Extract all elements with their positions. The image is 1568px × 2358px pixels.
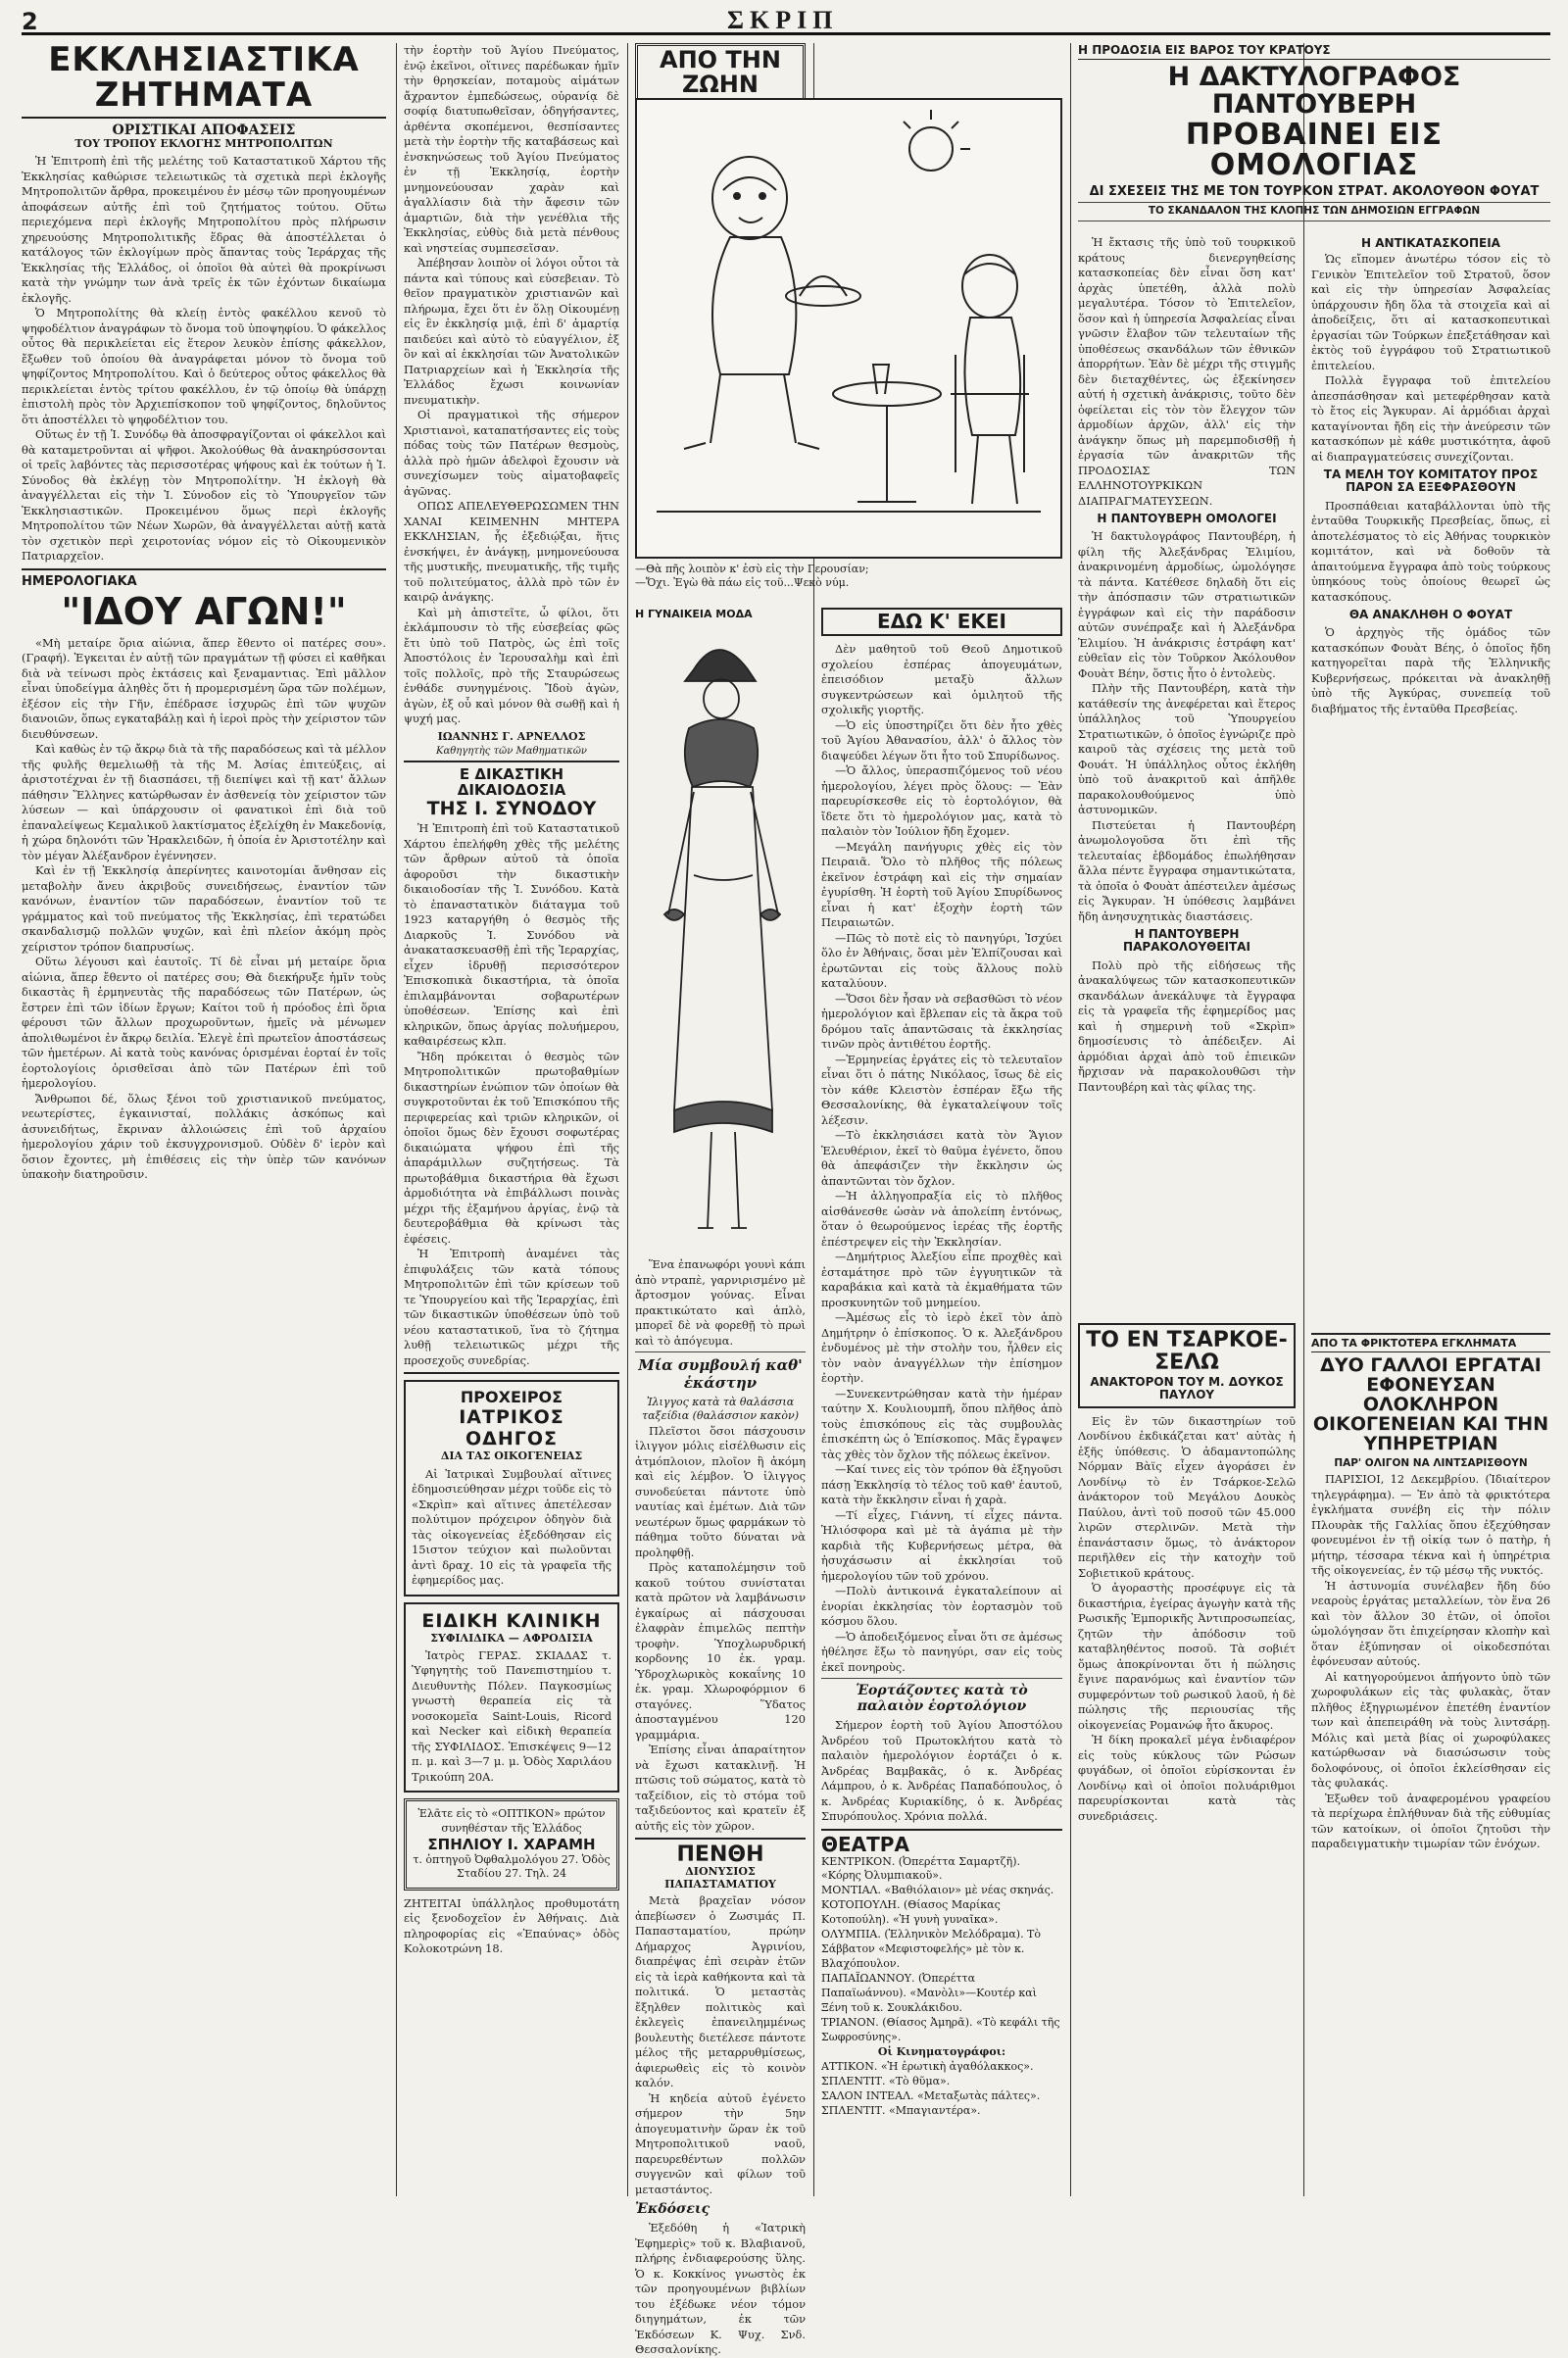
paragraph: —Ὅσοι δὲν ἦσαν νὰ σεβασθῶσι τὸ νέον ἡμερολόγιον καὶ ἔβλεπαν εἰς τὰ ἄκρα τοῦ δρόμου ταῖς ἀπαντῶσαις τὰ ἐκκλησίας τινῶν πρὸς ἀντιθέτου ἐορτῆς. bbox=[821, 991, 1062, 1051]
tsarskoe-heading-box bbox=[1078, 1323, 1296, 1408]
paragraph: —Πῶς τὸ ποτὲ εἰς τὸ πανηγύρι, Ἰσχύει ὅλο ἐν Ἀθήναις, ὅσαι μὲν Ἐλπίζουσαι καὶ ἐρωτῶνται εἰς τοὺς ἄλλους πολὺ καταλύουν. bbox=[821, 930, 1062, 990]
paragraph: Ἀπέβησαν λοιπὸν οἱ λόγοι οὗτοι τὰ πάντα καὶ τύπους καὶ εὐσεβειαν. Τὸ θεῖον πραγματικὸν χριστιανῶν καὶ πλήρωμα, ἔχει ὅτι ἐν ὅλῃ Οἰκουμένῃ εἰς ἓν ἐκκλησίᾳ μιᾷ, ἐπὶ δ' ἁμαρτίᾳ παιδεύει καὶ αὐτὸ τὸ εὐαγγέλιον, ἐξ ὃν καὶ αἱ ἐκκλησίαι τῶν Ἀνατολικῶν Πατριαρχείων καὶ ἡ Ἐκκλησία τῆς Ἑλλάδος ἔχωσι κοινωνίαν πνευματικὴν. bbox=[404, 256, 619, 407]
paragraph: —Τὸ ἐκκλησιάσει κατὰ τὸν Ἅγιον Ἐλευθέριον, ἐκεῖ τὸ θαῦμα ἐγένετο, ὅπου θὰ ἀπεφάσιζεν τὴν ἔκκλησιν ὡς ἀπαντῶνται τὸν ὄχλον. bbox=[821, 1128, 1062, 1188]
headline-sub: ΔΙ ΣΧΕΣΕΙΣ ΤΗΣ ΜΕ ΤΟΝ ΤΟΥΡΚΟΝ ΣΤΡΑΤ. ΑΚΟΛΟΥΘΟΝ ΦΟΥΑΤ bbox=[1089, 183, 1540, 199]
column-rule bbox=[627, 43, 628, 2196]
paragraph: —Πολὺ ἀντικοινά ἐγκαταλείπουν αἱ ἐνορίαι ἐκκλησίας τὸν ἑορτασμὸν τοῦ κόσμου ὅλου. bbox=[821, 1584, 1062, 1628]
column-six-lower bbox=[1311, 1333, 1550, 2196]
theatre-listing bbox=[821, 1855, 1062, 2119]
page-number: 2 bbox=[22, 8, 38, 35]
paragraph: —Καί τινες εἰς τὸν τρόπον θὰ ἐξηγοῦσι πάσῃ Ἐκκλησίᾳ τὸ τέλος τοῦ καθ' ἑαυτοῦ, κατὰ τὴν ἔκκλησιν εἶναι ἡ χαρὰ. bbox=[821, 1462, 1062, 1506]
paragraph: Ἄνθρωποι δέ, ὅλως ξένοι τοῦ χριστιανικοῦ πνεύματος, νεωτερίστες, ἐγκαινισταί, πολλάκις ἀσκόπως καὶ ἀσυνειδήτως, ἔκριναν ἀλλοιώσεις ἐπὶ τοῦ ἀρχαίου ἡμερολογίου χάριν τοῦ ἐκσυγχρονισμοῦ. Οὐδὲν δ' ἱερὸν καὶ ὅσιον ἔχοντες, μὴ ἐπιθέσεις εἰς τὴν ὑπὲρ τῶν κανόνων ὑπακοὴν διατηροῦσιν. bbox=[22, 1091, 386, 1181]
section-title: ΕΚΚΛΗΣΙΑΣΤΙΚΑ ΖΗΤΗΜΑΤΑ bbox=[48, 40, 360, 115]
column-rule bbox=[1070, 43, 1071, 2196]
ad-heading: ΣΠΗΛΙΟΥ Ι. ΧΑΡΑΜΗ bbox=[427, 1836, 596, 1854]
paragraph: Ἐπίσης εἶναι ἀπαραίτητον νὰ ἔχωσι κατακλινῇ. Ἡ πτῶσις τοῦ σώματος, κατὰ τὸ ταξείδιον, εἰς τὸ στόμα τοῦ ταξιδεύοντος καὶ κρατεῖν ἐξ αὐτῆς εἰς τὸν χῶρον. bbox=[635, 1743, 806, 1833]
paragraph: Ὁ ἀγοραστὴς προσέφυγε εἰς τὰ δικαστήρια, ἐγείρας ἀγωγὴν κατὰ τῆς Ρωσικῆς Ἐμπορικῆς Ἀντιπροσωπείας, ζητῶν τὴν ἀπόδοσιν τοῦ καταβληθέντος ποσοῦ. Τὰ σοβιέτ ὅμως ἀποκρίνονται ὅτι ἡ πώλησις ἔγινε παρανόμως καὶ ἐναντίον τῶν συμφερόντων τοῦ ρωσικοῦ λαοῦ, ἡ δὲ πώλησις τῆς περιουσίας τῆς οἰκογενείας Ρομανώφ ἦτο ἄκυρος. bbox=[1078, 1581, 1296, 1732]
paragraph: Σήμερον ἑορτὴ τοῦ Ἁγίου Ἀποστόλου Ἀνδρέου τοῦ Πρωτοκλήτου κατὰ τὸ παλαιὸν ἡμερολόγιον ἑορτάζει ὁ κ. Ἀνδρέας Βαμβακᾶς, ὁ κ. Ἀνδρέας Λάμπρου, ὁ κ. Ἀνδρέας Παπαδόπουλος, ὁ κ. Ἀνδρέας Κυριακίδης, ὁ κ. Ἀνδρέας Σπυρόπουλος. Χρόνια πολλά. bbox=[821, 1718, 1062, 1823]
ad-line: τ. ὀπτηγοῦ Ὀφθαλμολόγου 27. Ὁδὸς Σταδίου 27. Τηλ. 24 bbox=[413, 1853, 611, 1881]
article-heading: ΠΕΝΘΗ bbox=[676, 1842, 764, 1868]
ad-body: Αἱ Ἰατρικαὶ Συμβουλαί αἵτινες ἐδημοσιεύθησαν μέχρι τοῦδε εἰς τὸ «Σκρὶπ» καὶ αἵτινες ἀπετέλεσαν πολύτιμον πρόχειρον ὁδηγὸν διὰ τὰς οἰκογενείας ἐξεδόθησαν εἰς 15ιστον τεύχιον καὶ πωλοῦνται ἀντὶ δραχ. 10 εἰς τὰ γραφεῖα τῆς ἐφημερίδος μας. bbox=[412, 1466, 612, 1588]
paragraph: Ἡ ἔκτασις τῆς ὑπὸ τοῦ τουρκικοῦ κράτους διενεργηθείσης κατασκοπείας δὲν εἶναι ὅση κατ' ἀρχὰς ὑπετέθη, ἀλλὰ πολὺ μεγαλυτέρα. Τόσον τὸ Ἐπιτελεῖον, ὅσον καὶ ἡ ὑπηρεσία Ἀσφαλείας εἶναι γνῶσιν ἔλαβον τῶν τελευταίων τῆς ὑποθέσεως σκανδάλων τῶν ἐθνικῶν ἀπορρήτων. Ἐὰν δὲ μέχρι τῆς στιγμῆς δὲν διεταχθέντες, ὡς ἐξεκίνησεν αὐτή ἡ σχετικὴ ἀνάκρισις, τοῦτο δὲν ὀφείλεται εἰς τὸν τὸν ἔλεγχον τῶν ἀρμοδίων ἀρχῶν, ἀλλ' εἰς τὴν ἀνάγκην ὅπως μὴ παρεμποδισθῇ ἡ ἐργασία τῶν ἀνακριτῶν τῆς ΠΡΟΔΟΣΙΑΣ ΤΩΝ ΕΛΛΗΝΟΤΟΥΡΚΙΚΩΝ ΔΙΑΠΡΑΓΜΑΤΕΥΣΕΩΝ. bbox=[1078, 235, 1296, 508]
ad-body: Ἰατρὸς ΓΕΡΑΣ. ΣΚΙΑΔΑΣ τ. Ὑφηγητὴς τοῦ Πανεπιστημίου τ. Διευθυντὴς Πόλεν. Παγκοσμίως γνωστὴ θεραπεία εἰς τὰ νοσοκομεῖα Saint-Louis, Ricord καὶ Necker καὶ εἰδικὴ θεραπεία τῆς ΣΥΦΙΛΙΔΟΣ. Ἐπισκέψεις 9—12 π. μ. καὶ 3—7 μ. μ. Ὁδὸς Χαριλάου Τρικούπη 20Α. bbox=[412, 1647, 612, 1784]
article-heading: ΟΡΙΣΤΙΚΑΙ ΑΠΟΦΑΣΕΙΣ bbox=[112, 123, 296, 139]
column-rule bbox=[396, 43, 397, 2196]
paragraph: Εἰς ἓν τῶν δικαστηρίων τοῦ Λονδίνου ἐκδικάζεται κατ' αὐτὰς ἡ ἑξῆς ὑπόθεσις. Ὁ ἀδαμαντοπώλης Νόρμαν Βὰϊς εἶχεν ἀγοράσει ἐν Λονδίνῳ τὸ ἐν Τσάρκοε-Σελῶ ἀνάκτορον τοῦ Μεγάλου Δουκὸς Παύλου, ἀντὶ τοῦ ποσοῦ τῶν 45.000 λιρῶν στερλινῶν. Μετὰ τὴν ἐπανάστασιν ὅμως, τὸ ἀνάκτορον περιῆλθεν εἰς τὴν κατοχὴν τοῦ Σοβιετικοῦ κράτους. bbox=[1078, 1413, 1296, 1580]
ad-subheading: ΣΥΦΙΛΙΔΙΚΑ — ΑΦΡΟΔΙΣΙΑ bbox=[430, 1631, 593, 1645]
article-subheading: ΑΝΑΚΤΟΡΟΝ ΤΟΥ Μ. ΔΟΥΚΟΣ ΠΑΥΛΟΥ bbox=[1090, 1375, 1284, 1402]
ad-clinic bbox=[404, 1602, 619, 1793]
paragraph: Οἱ πραγματικοὶ τῆς σήμερον Χριστιανοὶ, καταπατήσαντες εἰς τοὺς πόδας τοὺς τῶν Πατέρων θεσμοὺς, ἀλλὰ πρὸ ἡμῶν ἀδελφοὶ ἔχουσιν νὰ συνεχίσωμεν τοὺς αἱματοβαφεῖς ἀγῶνας. bbox=[404, 408, 619, 498]
theatre-item: ΜΟΝΤΙΑΛ. «Βαθιόλαιον» μὲ νέας σκηνάς. bbox=[821, 1884, 1054, 1897]
paragraph: Πιστεύεται ἡ Παντουβέρη ἀνωμολογοῦσα ὅτι ἐπὶ τῆς τελευταίας ἑβδομάδος ἐπωλήθησαν ἄλλα πέντε ἔγγραφα σημαντικώτατα, τὰ ὁποῖα ὁ Φουὰτ ἀπέστειλεν ἀμέσως εἰς Ἄγκυραν. Ἡ ὑπόθεσις λαμβάνει ἤδη ἀνησυχητικὰς διαστάσεις. bbox=[1078, 817, 1296, 923]
paragraph: Πολὺ πρὸ τῆς εἰδήσεως τῆς ἀνακαλύψεως τῶν κατασκοπευτικῶν σκανδάλων ἀνεκάλυψε τὰ ἔγγραφα εἰς τὰ γραφεῖα τῆς ἐφημερίδος μας καὶ ἡ σημερινὴ τοῦ «Σκρὶπ» δημοσίευσις τὸ ἀπέδειξεν. Αἱ ἀρμόδιαι ἀρχαὶ ἀπὸ τοῦ ἐπιεικῶν ἤρχισαν νὰ παρακολουθῶσι τὴν Παντουβέρη καὶ τὰς φίλας της. bbox=[1078, 958, 1296, 1094]
paragraph: Πρὸς καταπολέμησιν τοῦ κακοῦ τούτου συνίσταται κατὰ πρῶτον νὰ λαμβάνωσιν ἐγκαίρως αἱ πάσχουσαι ἐλαφρὰν ἐπιμελῶς πεπτὴν τροφὴν. Ὑποχλωρυδρική κορδονης 10 ἑκ. γραμ. Ὑδροχλωρικὸς κοκαΐνης 10 ἑκ. γραμ. Χλωροφόρμιον 6 σταγόνες. Ὕδατος ἀποσταγμένου 120 γραμμάρια. bbox=[635, 1560, 806, 1742]
cartoon-illustration bbox=[635, 98, 1062, 559]
article-heading: ΕΔΩ Κ' ΕΚΕΙ bbox=[877, 610, 1006, 633]
fashion-drawing bbox=[635, 620, 806, 1257]
subheading: Η ΠΑΝΤΟΥΒΕΡΗ ΟΜΟΛΟΓΕΙ bbox=[1097, 512, 1277, 525]
headline-line2: ΠΡΟΒΑΙΝΕΙ ΕΙΣ ΟΜΟΛΟΓΙΑΣ bbox=[1185, 117, 1444, 183]
paragraph: Προσπάθειαι καταβάλλονται ὑπὸ τῆς ἐνταῦθα Τουρκικῆς Πρεσβείας, ὅπως, εἰ ἀποτελέσματος τὸ εἰς Ἀθήνας τουρκικὸν κομιτάτον, καὶ νὰ δοθοῦν τὰ ἀπαιτούμενα ἔγγραφα ἀπὸ τοὺς τούρκους ὑπηκόους τοὺς ὁποίους θεωρεῖ ὡς κατασκόπους. bbox=[1311, 498, 1550, 604]
paragraph: Μετὰ βραχεῖαν νόσον ἀπεβίωσεν ὁ Ζωσιμάς Π. Παπασταματίου, πρώην Δήμαρχος Ἀγρινίου, διαπρέψας ἐπὶ σειρὰν ἐτῶν εἰς τὰ ἱερὰ καθήκοντα καὶ τὰ πολιτικά. Ὁ μεταστὰς ἔξηλθεν πολιτικὸς καὶ ἐκλεγεὶς ἐπανειλημμένως βουλευτὴς διετέλεσε πάντοτε μέλος τῆς μεταρρυθμίσεως, ἀφιερωθεὶς εἰς τὸ κοινὸν καλόν. bbox=[635, 1893, 806, 2090]
paragraph: Ὁ ἀρχηγὸς τῆς ὁμάδος τῶν κατασκόπων Φουὰτ Βέης, ὁ ὁποῖος ἤδη κατηγορεῖται παρὰ τῆς Ἑλληνικῆς Κυβερνήσεως, πρόκειται νὰ ἀνακληθῇ ὑπὸ τῆς Ἀγκύρας, συνεπείᾳ τοῦ διαβήματος τῆς ἐνταῦθα Πρεσβείας. bbox=[1311, 625, 1550, 715]
column-kicker: ΗΜΕΡΟΛΟΓΙΑΚΑ bbox=[22, 573, 137, 589]
theatre-item: ΚΟΤΟΠΟΥΛΗ. (Θίασος Μαρίκας Κοτοπούλη). «Ἡ γυνὴ γυναῖκα». bbox=[821, 1898, 1001, 1927]
subheading: ΤΑ ΜΕΛΗ ΤΟΥ ΚΟΜΙΤΑΤΟΥ ΠΡΟΣ ΠΑΡΟΝ ΣΑ ΕΞΕΦΡΑΣΘΟΥΝ bbox=[1323, 467, 1539, 495]
masthead bbox=[22, 6, 1550, 35]
paragraph: —Ἡ ἀλληγοπραξία εἰς τὸ πλῆθος αἰσθάνεσθε ὡσὰν νὰ ἀπολείπη ἐντόνως, ὅταν ὁ θεωρούμενος ἱερέας τῆς ἑορτῆς ἐπέστρεψεν εἰς τὴν Ἐκκλησίαν. bbox=[821, 1189, 1062, 1249]
from-life-heading-box bbox=[635, 43, 806, 102]
paragraph: Ἡ δίκη προκαλεῖ μέγα ἐνδιαφέρον εἰς τοὺς κύκλους τῶν Ρώσων φυγάδων, οἱ ὁποῖοι εὑρίσκονται ἐν Λονδίνῳ καὶ οἱ ὁποῖοι πολυάριθμοι παρευρίσκονται κατὰ τὰς συνεδριάσεις. bbox=[1078, 1733, 1296, 1823]
paragraph: —Τί εἶχες, Γιάννη, τί εἶχες πάντα. Ἡλιόσφορα καὶ μὲ τὰ ἀγάπια μὲ τὴν καρδιὰ τῆς Κυβερνήσεως μέτρα, θὰ ἡσυχάσωσιν αἱ ἐκκλησίαι τοῦ ἡμερολογίου τῶν τοῦ χρόνου. bbox=[821, 1507, 1062, 1583]
paragraph: —Ὁ ἄλλος, ὑπερασπιζόμενος τοῦ νέου ἡμερολογίου, λέγει πρὸς ὅλους: — Ἐὰν παρευρίσκεσθε εἰς τὸ ἑορτολόγιον, θὰ ἴδετε ὅτι τὸ ἡμερολόγιον μας, κατὰ τὸ παλαιὸν τὸν Ἰούλιον ἤδη ἔχομεν. bbox=[821, 763, 1062, 838]
theatre-item: ΟΛΥΜΠΙΑ. (Ἑλληνικὸν Μελόδραμα). Τὸ Σάββατον «Μεφιστοφελής» μὲ τὸν κ. Βλαχόπουλον. bbox=[821, 1928, 1042, 1971]
paragraph: ΠΑΡΙΣΙΟΙ, 12 Δεκεμβρίου. (Ἰδιαίτερον τηλεγράφημα). — Ἐν ἀπὸ τὰ φρικτότερα ἐγκλήματα συνέβη εἰς τὴν πόλιν Πλουρὰκ τῆς Γαλλίας ὅπου ἐξεχύθησαν φονευμένοι ἐν τῇ οἰκίᾳ των ὁ πατὴρ, ἡ μήτηρ, τέσσαρα τέκνα καὶ ἡ ὑπηρέτρια τῆς οἰκογενείας, ἐν τῷ μέσῳ τῆς νυκτός. bbox=[1311, 1472, 1550, 1578]
paragraph: Ἡ κηδεία αὐτοῦ ἐγένετο σήμερον τὴν 5ην ἀπογευματινὴν ὥραν ἐκ τοῦ Μητροπολιτικοῦ ναοῦ, παρευρεθέντων πολλῶν συγγενῶν καὶ φίλων τοῦ μεταστάντος. bbox=[635, 2090, 806, 2196]
paragraph: Ἡ Ἐπιτροπὴ ἐπὶ τοῦ Καταστατικοῦ Χάρτου ἐπελήφθη χθὲς τῆς μελέτης τῶν ἄρθρων αὐτοῦ τὰ ὁποῖα ἀφοροῦσι τὴν δικαστικὴν δικαιοδοσίαν τῆς Ἱ. Συνόδου. Κατὰ τὸ ἐπαναστατικὸν διάταγμα τοῦ 1923 καταργήθη ὁ θεσμὸς τῆς Διαρκοῦς Ἱ. Συνόδου νὰ ἀνακατασκευασθῇ ἐπὶ τῆς Ἱεραρχίας, εἶχεν ἰδρυθῇ περισσότερον Ἐπισκοπικὰ δικαστήρια, τὰ ὁποῖα ἐπιλαμβάνονται σοβαρωτέρων ὑποθέσεων. Ἐπίσης καὶ ἐπὶ κληρικῶν, ὅπως ἀργίας πολυήμερου, καθαιρέσεως κλπ. bbox=[404, 821, 619, 1049]
article-heading: Ε ΔΙΚΑΣΤΙΚΗ ΔΙΚΑΙΟΔΟΣΙΑ bbox=[457, 764, 566, 799]
paragraph: Ἡ Ἐπιτροπὴ ἐπὶ τῆς μελέτης τοῦ Καταστατικοῦ Χάρτου τῆς Ἐκκλησίας καθώρισε τελειωτικῶς τὰ σχετικὰ περὶ ἐκλογῆς Μητροπολιτῶν ἄρθρα, προκειμένου ἐν μέσῳ τῶν προηγουμένων ἀποφάσεων αὐτῆς ἐπὶ τοῦ ζητήματος τούτου. Οὕτω περιεχόμενα περὶ ἐκλογῆς Μητροπολίτου πρὸς πλήρωσιν χηρευούσης Μητροπολιτικῆς ἕδρας θὰ ἀποστέλλεται ὁ κατάλογος τῶν ἐκλογίμων πρὸς ἅπαντας τοὺς Ἱεράρχας τῆς Ἐκκλησίας τῆς Ἑλλάδος, οἱ ὁποῖοι θὰ αὐτεὶ θὰ προκρίνωσι κατὰ τὴν γνώμην των ἀνὰ τρεῖς ἐκ τῶν ἐχόντων δικαίωμα ἐκλογῆς. bbox=[22, 154, 386, 305]
column-two bbox=[404, 43, 619, 2196]
theatres-heading: ΘΕΑΤΡΑ bbox=[821, 1832, 909, 1856]
headline-line1: Η ΔΑΚΤΥΛΟΓΡΑΦΟΣ ΠΑΝΤΟΥΒΕΡΗ bbox=[1167, 62, 1461, 121]
article-subheading: ΤΟΥ ΤΡΟΠΟΥ ΕΚΛΟΓΗΣ ΜΗΤΡΟΠΟΛΙΤΩΝ bbox=[74, 137, 333, 151]
paragraph: Οὕτω λέγουσι καὶ ἑαυτοῖς. Τί δὲ εἶναι μή μεταίρε ὅρια αἰώνια, ἅπερ ἔθεντο οἱ πατέρες σου; Θὰ διεκήρυξε ἡμῖν τοὺς δικαστὰς ἢ ἑρμηνευτὰς τῆς παραδόσεως τῶν Πατέρων, ὡς ἔστρεν ἐπὶ τῶν ἰδίων ἔργων; Καίτοι τοῦ ἡ πρόοδος ἐπὶ ὅρια φέρουσι τῶν ἄλλων προχωροῦντων, ἡμεῖς νὰ μένωμεν ἀπολιθωμένοι ἐν ἄκρῳ δειλία. Ἐλεγὲ ἐπὶ πρωτεῖον ἀποστάσεως τῶν ἡμετέρων. Αἱ κατὰ τοὺς κανόνας ὁρισμέναι ἑορταί ἐν τοῖς ἑορτολογίοις ὁρισθεῖσαι ἀπὸ τῶν Πατέρων ἐπὶ τοῦ ἡμερολογίου. bbox=[22, 955, 386, 1090]
paragraph: Καὶ καθὼς ἐν τῷ ἄκρῳ διὰ τὰ τῆς παραδόσεως καὶ τὰ μέλλον τῆς φυλῆς θεμελιωθῇ τὰ τῆς Μ. Ἀσίας ἐπιτεύξεις, αἱ ἀριστοτέχναι ἐν τῇ διασπάσει, τῇ διεπίψει καὶ τῇ κατ' ἄλλων πάθησιν Ἕλληνες κατώρθωσαν ἐν ἀσθενείᾳ τὸν χείριστον τῶν λύσεων — καὶ ὑπάρχουσιν οἱ φανατικοὶ ἐπὶ διὰ τοῦ ἐπαναλείψεως Κεμαλικοῦ λακτίσματος ἐξελίχθη ἐν Μακεδονίᾳ, ἡ χώρα δηλονότι τῶν Ἡρακλειδῶν, ἡ ὁποία ἐν Ἀριστοτέλην καὶ τὸν μέγαν Ἀλέξανδρον ἐγέννησεν. bbox=[22, 742, 386, 862]
subheading: Η ΑΝΤΙΚΑΤΑΣΚΟΠΕΙΑ bbox=[1361, 236, 1500, 250]
column-here-and-there bbox=[821, 608, 1062, 2196]
ad-heading: ΙΑΤΡΙΚΟΣ ΟΔΗΓΟΣ bbox=[459, 1406, 564, 1450]
paragraph: Οὕτως ἐν τῇ Ἱ. Συνόδῳ θὰ ἀποσφραγίζονται οἱ φάκελλοι καὶ θὰ καταμετροῦνται αἱ ψῆφοι. Ἀκολούθως θὰ ἀνακηρύσσονται οἱ τρεῖς λαβόντες τὰς περισσοτέρας ψήφους καὶ ἐκ τούτων ἡ Ἱ. Σύνοδος θὰ ἐκλέγῃ τὸν Μητροπολίτην. Ἡ ἐκλογὴ θὰ ἀναγγέλλεται εἰς τὴν Ἱ. Σύνοδον εἰς τὸ Ὑπουργεῖον τῶν Ἐκκλησιαστικῶν. Προκειμένου ὅμως περὶ ἐκλογῆς Μητροπολίτου τῶν Νέων Χωρῶν, θὰ ἀναγγέλλεται αὐτῇ κατὰ τὸν σχετικὸν περὶ χειροτονίας νόμον εἰς τὸ Οἰκουμενικὸν Πατριαρχεῖον. bbox=[22, 427, 386, 564]
paragraph: ΟΠΩΣ ΑΠΕΛΕΥΘΕΡΩΣΩΜΕΝ ΤΗΝ ΧΑΝΑΙ ΚΕΙΜΕΝΗΝ ΜΗΤΕΡΑ ΕΚΚΛΗΣΙΑΝ, ἧς ἐξεδιῴξαι, ἥτις ἐνσκήψει, ἐν ἀνάγκῃ, μνημονεύουσα τῆς μυστικῆς, πνευματικῆς, τῆς τιμῆς τοῦ πολιτεύματος, ἀλλὰ πρὸ τῶν ἐν καιρῷ ἀνάγκης. bbox=[404, 499, 619, 604]
author-title: Καθηγητὴς τῶν Μαθηματικῶν bbox=[436, 745, 587, 757]
column-six bbox=[1311, 235, 1550, 1323]
ad-medical-guide bbox=[404, 1380, 619, 1596]
headline-sub2: ΤΟ ΣΚΑΝΔΑΛΟΝ ΤΗΣ ΚΛΟΠΗΣ ΤΩΝ ΔΗΜΟΣΙΩΝ ΕΓΓΡΑΦΩΝ bbox=[1148, 204, 1481, 217]
theatre-item: ΣΠΛΕΝΤΙΤ. «Τὸ θῦμα». bbox=[821, 2074, 951, 2088]
classified-ad: ΖΗΤΕΙΤΑΙ ὑπάλληλος προθυμοτάτη εἰς ξενοδοχεῖον ἐν Ἀθήναις. Διὰ πληροφορίας εἰς «Ἐπαύνας» ὁδὸς Κολοκοτρώνη 18. bbox=[404, 1895, 619, 1956]
column-rule bbox=[1303, 43, 1304, 2196]
column-five-lower bbox=[1078, 1323, 1296, 2196]
ad-optician bbox=[404, 1798, 619, 1890]
paragraph: —Ἑρμηνείας ἐργάτες εἰς τὸ τελευταῖον εἶναι ὅτι ὁ πάτης Νικόλαος, ἴσως δὲ εἰς τὸν κάθε Κλειστὸν ἐσπέραν ἔξω τῆς Θεσσαλονίκης, θὰ ἐγκαταλείψουν τοῖς λέξεσιν. bbox=[821, 1052, 1062, 1127]
paragraph: —Ὁ ἀποδειξόμενος εἶναι ὅτι σε ἀμέσως ἠθέλησε ἔξω τὸ πανηγύρι, σαν εἰς τοὺς ἐκεῖ πονηροὺς. bbox=[821, 1629, 1062, 1674]
article-heading: ΤΟ ΕΝ ΤΣΑΡΚΟΕ-ΣΕΛΩ bbox=[1086, 1328, 1288, 1376]
article-kicker: ΑΠΟ ΤΑ ΦΡΙΚΤΟΤΕΡΑ ΕΓΚΛΗΜΑΤΑ bbox=[1311, 1333, 1550, 1352]
subheading: Η ΠΑΝΤΟΥΒΕΡΗ ΠΑΡΑΚΟΛΟΥΘΕΙΤΑΙ bbox=[1123, 927, 1250, 955]
paragraph: Πλεῖστοι ὅσοι πάσχουσιν ἰλιγγον μόλις εἰσέλθωσιν εἰς ἀτμόπλοιον, πλοῖον ἢ ἀκόμη καὶ εἰς λέμβον. Ὁ ἰλιγγος συνοδεύεται πάντοτε ὑπὸ ναυτίας καὶ ἐμέτων. Διὰ τῶν νεωτέρων ὅμως φαρμάκων τὸ πάθημα τοῦτο δύναται νὰ προληφθῇ. bbox=[635, 1423, 806, 1559]
article-heading: Μία συμβουλή καθ' ἑκάστην bbox=[638, 1356, 803, 1392]
column-church-issues bbox=[22, 40, 386, 2196]
ad-kicker: ΠΡΟΧΕΙΡΟΣ bbox=[460, 1388, 564, 1407]
cartoon-drawing bbox=[637, 100, 1060, 557]
theatre-item: Οἱ Κινηματογράφοι: bbox=[877, 2044, 1006, 2058]
paragraph: Ἡ Ἐπιτροπὴ ἀναμένει τὰς ἐπιφυλάξεις τῶν κατὰ τόπους Μητροπολιτῶν ἐπὶ τῶν κρίσεων τοῦ τε Ὑπουργείου καὶ τῆς Ἱεραρχίας, ἐπὶ τῶν δικαστικῶν ὑποθέσεων ὑπὸ τοῦ νέου καταστατικοῦ, ἵνα τὸ ζήτημα λυθῇ τελειωτικῶς μέχρι τῆς προσεχοῦς συνεδρίας. bbox=[404, 1247, 619, 1367]
paragraph: —Συνεκεντρώθησαν κατὰ τὴν ἡμέραν ταύτην Χ. Κουλιουμπῆ, ὅπου πλῆθος ἀπὸ τοὺς ἐπισκόπους εἰς τὰς συμβουλὰς ἐπισκέπτη ὡς ὁ Ἐπίσκοπος. Μᾶς ἔγραψεν τὰς χθὲς τὸν ὄχλον τῆς πόλεως ἐκεῖνον. bbox=[821, 1386, 1062, 1461]
fashion-caption: Ἕνα ἐπανωφόρι γουνὶ κάπι ἀπὸ ντραπὲ, γαρνιρισμένο μὲ ἄρτοσμον γούνας. Εἶναι πρακτικώτατο καὶ ἁπλὸ, μπορεῖ δὲ νὰ φορεθῇ τὸ πρωὶ καὶ τὸ ἀπόγευμα. bbox=[635, 1257, 806, 1348]
paragraph: Πλὴν τῆς Παντουβέρη, κατὰ τὴν κατάθεσίν της ἀνεφέρεται καὶ ἕτερος ὑπάλληλος τοῦ Ὑπουργείου Στρατιωτικῶν, ὁ ὁποῖος ἐγνώριζε πρὸ καιροῦ τὰς σχέσεις της μετὰ τοῦ Φουάτ. Ἡ ὑπάλληλος οὗτος ἐκλήθη ὑπὸ τοῦ ἀνακριτοῦ καὶ ἀπῆλθε παρακολουθούμενος ὑπὸ ἀστυνομικῶν. bbox=[1078, 681, 1296, 817]
article-subheading: Ἰλιγγος κατὰ τὰ θαλάσσια ταξείδια (θαλάσσιον κακὸν) bbox=[642, 1396, 799, 1423]
article-heading: ΑΠΟ ΤΗΝ ΖΩΗΝ bbox=[660, 46, 781, 99]
article-heading-line2: ΤΗΣ Ι. ΣΥΝΟΔΟΥ bbox=[426, 797, 597, 819]
paragraph: Ὁ Μητροπολίτης θὰ κλείῃ ἐντὸς φακέλλου κενοῦ τὸ ψηφοδέλτιον ἀναγράφων τὸ ὄνομα τοῦ ὑποψηφίου. Ὁ φάκελλος οὗτος θὰ περικλείεται εἰς ἕτερον λευκὸν ἐπίσης φάκελλον, ἔξωθεν τοῦ ὁποίου θὰ ἀναγράφεται μόνον τὸ ὄνομα τοῦ ψηφίζοντος Μητροπολίτου. Καὶ ὁ δεύτερος οὗτος φάκελλος θὰ περικλείεται ἐντὸς τρίτου φακέλλου, ἐν τῷ ὁποίῳ θὰ ὑπάρχῃ ἐπιστολὴ πρὸς τὸν Ἀρχιεπίσκοπον τοῦ ψηφίζοντος, δηλοῦντος ὅτι ἀποστέλλει τὸ ψηφοδέλτιον του. bbox=[22, 306, 386, 426]
column-three-lower bbox=[635, 608, 806, 2357]
headline-kicker: Η ΠΡΟΔΟΣΙΑ ΕΙΣ ΒΑΡΟΣ ΤΟΥ ΚΡΑΤΟΥΣ bbox=[1078, 43, 1550, 60]
paragraph: Ὡς εἴπομεν ἀνωτέρω τόσον εἰς τὸ Γενικὸν Ἐπιτελεῖον τοῦ Στρατοῦ, ὅσον καὶ εἰς τὴν ὑπηρεσίαν Ἀσφαλείας ὑπάρχουσιν ἤδη ὅλα τὰ στοιχεῖα καὶ αἱ ἀποδείξεις, ὅτι αἱ κατασκοπευτικαὶ ἐργασίαι τῶν Τούρκων ἐπεξετάθησαν καὶ ἐκτὸς τοῦ ἐγγράφου τοῦ Στρατιωτικοῦ ἐπιτελείου. bbox=[1311, 252, 1550, 372]
article-heading: ΔΥΟ ΓΑΛΛΟΙ ΕΡΓΑΤΑΙ ΕΦΟΝΕΥΣΑΝ ΟΛΟΚΛΗΡΟΝ ΟΙΚΟΓΕΝΕΙΑΝ ΚΑΙ ΤΗΝ ΥΠΗΡΕΤΡΙΑΝ bbox=[1312, 1354, 1549, 1454]
paragraph: τὴν ἑορτὴν τοῦ Ἁγίου Πνεύματος, ἐνῷ ἐκεῖνοι, οἵτινες παρέδωκαν ἡμῖν τὴν θρησκείαν, ποταμοὺς αἱμάτων ἄχραντον ἐμπεδώσεως, οὐρανίᾳ δὲ σοφίᾳ διατυπωθεῖσαν, ὁδηγήσαντες, ἀρθέντα σκοπέμενοι, θεσπίσαντες μετὰ τὴν ἑορτὴν τῆς καταβάσεως καὶ ἐνσκηνώσεως τοῦ Ἁγίου Πνεύματος ἐν τῇ Ἐκκλησίᾳ, ἑορτὴν μνημονεύουσαν χαρὰν καὶ ἀγαλλίασιν διὰ τὴν ἄφεσιν τῶν ἁμαρτιῶν, διὰ τὴν γενέθλια τῆς Ἐκκλησίας, εὐθὺς διὰ μετὰ πένθους καὶ νηστείας συμπεσεῖσαν. bbox=[404, 43, 619, 255]
subheading: ΘΑ ΑΝΑΚΛΗΘΗ Ο ΦΟΥΑΤ bbox=[1348, 608, 1513, 622]
paragraph: —Ἀμέσως εἶς τὸ ἱερὸ ἐκεῖ τὸν ἀπὸ Δημήτρην ὁ ἐπίσκοπος. Ὁ κ. Ἀλεξάνδρου ἐνδυμένος μὲ τὴν στολὴν του, ἦλθεν εἰς τὸν ναὸν ἀναγγέλλων τὴν ἐπίσημον ἑορτὴν. bbox=[821, 1310, 1062, 1385]
paragraph: Καὶ ἐν τῇ Ἐκκλησίᾳ ἀπερίνητες καινοτομίαι ἄνθησαν εἰς μεταβολὴν ἄνευ ἀκριβοῦς συνειδήσεως, ἐναντίον τῶν κανόνων, ἐναντίον τῶν παραδόσεων, ἐναντίον τοῦ τε γράμματος καὶ τοῦ πνεύματος τῆς Ἐκκλησίας, ἐπὶ τερατώδει σκανδαλισμῷ πολλῶν ψυχῶν, καὶ ἐπὶ πλείον ἀκόμη πρὸς χείριστον τρόπον διαπρυσίως. bbox=[22, 863, 386, 954]
fashion-illustration bbox=[635, 620, 806, 1257]
article-subheading: ΔΙΟΝΥΣΙΟΣ ΠΑΠΑΣΤΑΜΑΤΙΟΥ bbox=[664, 1865, 776, 1891]
espionage-headline bbox=[1078, 43, 1550, 224]
paragraph: —Μεγάλη πανήγυρις χθὲς εἰς τὸν Πειραιᾶ. Ὅλο τὸ πλῆθος τῆς πόλεως ἐκεῖνον ἐστράφη καὶ εἰς τὴν σημαίαν ἐγυρίσθη. Ἡ ἑορτὴ τοῦ Ἁγίου Σπυρίδωνος εἶναι ἡ κατ' ἐξοχὴν ἑορτὴ τῶν Πειραιωτῶν. bbox=[821, 839, 1062, 929]
paragraph: —Δημήτριος Ἀλεξίου εἶπε προχθὲς καὶ ἐσταμάτησε πρὸ τῶν ἐγγυητικῶν τὰ καραβάκια καὶ κατὰ τὰ ἐκμαθήματα τῶν προσκυνητῶν τοῦ μνημείου. bbox=[821, 1250, 1062, 1309]
paragraph: Ἐξωθεν τοῦ ἀναφερομένου γραφείου τὰ περίχωρα ἐπλήθυναν διὰ τῆς εὐθυμίας τῶν κατοίκων, οἱ ὁποῖοι ζητοῦσι τὴν παραδειγματικὴν τιμωρίαν τῶν ἐνόχων. bbox=[1311, 1791, 1550, 1851]
paragraph: Καὶ μὴ ἀπιστεῖτε, ὦ φίλοι, ὅτι ἐκλάμπουσιν τὸ τῆς εὐσεβείας φῶς ἔτι ὑπὸ τοῦ Πατρὸς, ὡς ἐπὶ τοῖς Ἀποστόλοις ἐν Ἱερουσαλὴμ καὶ ἐπὶ τοῖς πολλοῖς, πρὸ τῆς Σταυρώσεως ἐνθάδε συνηγμένοις. Ἴδοὺ ἀγὼν, ἀγὼν, ἐξ οὗ καὶ μόνον θὰ σωθῇ καὶ ἡ ψυχή μας. bbox=[404, 605, 619, 725]
theatre-item: ΑΤΤΙΚΟΝ. «Ἡ ἐρωτικὴ ἀγαθόλακκος». bbox=[821, 2059, 1034, 2073]
ad-line: Ἐλᾶτε εἰς τὸ «ΟΠΤΙΚΟΝ» πρώτον συνηθέσταν τῆς Ἑλλάδος bbox=[417, 1807, 606, 1835]
paragraph: —Ὁ εἰς ὑποστηρίζει ὅτι δὲν ἦτο χθὲς τοῦ Ἁγίου Ἀθανασίου, ἀλλ' ὁ ἄλλος τὸν διαψεύδει λέγων ὅτι ἦτο τοῦ Σπυρίδωνος. bbox=[821, 717, 1062, 762]
paragraph: Ἡ ἀστυνομία συνέλαβεν ἤδη δύο νεαροὺς ἐργάτας μεταλλείων, τὸν ἕνα 26 καὶ τὸν ἄλλον 30 ἐτῶν, οἱ ὁποῖοι ὡμολόγησαν ὅτι ἐπιχείρησαν κλοπὴν καὶ ὅταν ἐξύπνησαν οἱ οἰκοδεσπόται ἐφόνευσαν αὐτούς. bbox=[1311, 1578, 1550, 1669]
theatre-item: ΣΑΛΟΝ ΙΝΤΕΑΛ. «Μεταξωτὰς πάλτες». bbox=[821, 2088, 1041, 2102]
article-heading: Ἐκδόσεις bbox=[635, 2201, 710, 2218]
paragraph: Δὲν μαθητοῦ τοῦ Θεοῦ Δημοτικοῦ σχολείου ἐσπέρας ἀπογευμάτων, ἐπεισόδιον μεταξὺ ἄλλων συγκεντρώσεων καὶ ὁμιλητοῦ τῆς σχολικῆς γιορτῆς. bbox=[821, 642, 1062, 716]
paragraph: Αἱ κατηγορούμενοι ἀπήγοντο ὑπὸ τῶν χωροφυλάκων εἰς τὰς φυλακὰς, ὅταν πλῆθος ἐξηγριωμένον ἐπετέθη ἐναντίον των καὶ ἀπεπειράθη νὰ τοὺς λιντσάρῃ. Μόλις καὶ μετὰ βίας οἱ χωροφύλακες κατώρθωσαν νὰ διασώσωσιν τοὺς δολοφόνους, οἱ ὁποῖοι ἐκλείσθησαν εἰς τὰς φυλακάς. bbox=[1311, 1669, 1550, 1791]
paragraph: Ἐξεδόθη ἡ «Ἰατρικὴ Ἐφημερὶς» τοῦ κ. Βλαβιανοῦ, πλήρης ἐνδιαφερούσης ὕλης. Ὁ κ. Κοκκίνος γνωστὸς ἐκ τῶν προηγουμένων βιβλίων του ἐξέδωκε νέον τόμον διηγημάτων, ἐκ τῶν Ἐκδόσεων Κ. Ψυχ. Σνδ. Θεσσαλονίκης. bbox=[635, 2221, 806, 2357]
theatre-item: ΣΠΛΕΝΤΙΤ. «Μπαγιαντέρα». bbox=[821, 2103, 981, 2117]
article-heading: "ΙΔΟΥ ΑΓΩΝ!" bbox=[61, 589, 347, 633]
ad-subheading: ΔΙΑ ΤΑΣ ΟΙΚΟΓΕΝΕΙΑΣ bbox=[440, 1449, 583, 1463]
paragraph: Πολλὰ ἔγγραφα τοῦ ἐπιτελείου ἀπεσπάσθησαν καὶ μετεφέρθησαν κατὰ τὸ ἔτος εἰς Ἄγκυραν. Αἱ ἀρμόδιαι ἀρχαὶ καταγίνονται ἤδη εἰς τὴν ἀνεύρεσιν τῶν κατασκόπων μὲ κάθε μυστικότητα, ἀφοῦ αἱ διαπραγματεύσεις συνεχίζονται. bbox=[1311, 373, 1550, 464]
theatre-item: ΠΑΠΑΪΩΑΝΝΟΥ. (Ὀπερέττα Παπαϊωάννου). «Μανὸλι»—Κουτέρ καὶ Ξένη τοῦ κ. Σουκλάκιδου. bbox=[821, 1972, 1037, 2015]
column-five bbox=[1078, 235, 1296, 1313]
fashion-label: Η ΓΥΝΑΙΚΕΙΑ ΜΟΔΑ bbox=[635, 608, 753, 620]
theatre-item: ΚΕΝΤΡΙΚΟΝ. (Ὀπερέττα Σαμαρτζῆ). «Κόρης Ὀλυμπιακοῦ». bbox=[821, 1854, 1020, 1883]
paragraph: Ἤδη πρόκειται ὁ θεσμὸς τῶν Μητροπολιτικῶν πρωτοβαθμίων δικαστηρίων ἐνώπιον τῶν ὁποίων θὰ συγκροτοῦνται ἐκ τοῦ Ἐπισκόπου τῆς περιφερείας καὶ τριῶν κληρικῶν, οἱ ὁποῖοι ὅμως δὲν ἔχουσι σοφωτέρας δικαιώματα ψήφου ἐπὶ τῆς ἀπαράμιλλων συζητήσεως. Τὰ πρωτοβάθμια δικαστήρια θὰ ἔχωσι ἀρμοδιότητα νὰ ἐπιβάλλωσι ποινὰς μέχρι τῆς ἐξαμήνου ἀργίας, ἐνῷ τὰ δευτεροβάθμια θὰ κρίνωσι τὰς ἐφέσεις. bbox=[404, 1049, 619, 1246]
cartoon-caption: —Θὰ πῆς λοιπὸν κ' ἐσὺ εἰς τὴν Γερουσίαν; bbox=[635, 563, 869, 575]
here-there-heading-box bbox=[821, 608, 1062, 636]
paragraph: Ἡ δακτυλογράφος Παντουβέρη, ἡ φίλη τῆς Ἀλεξάνδρας Ἐλιμίου, ἀνακρινομένη ἀρμοδίως, ὡμολόγησε τὰ πάντα. Κατέθεσε δηλαδὴ ὅτι εἰς τὴν ἀπόσπασιν τῶν στρατιωτικῶν ἐγγράφων καὶ εἰς τὴν παράδοσιν αὐτῶν συνέπραξε καὶ ἡ Ἀλεξάνδρα Ἐλιμίου. Ἡ ἀνάκρισις ἐστράφη κατ' εὐθεῖαν εἰς τὸν Τοῦρκον Ἀκόλουθον Φουὰτ Βέην, ὅστις ἦτο ὁ ἐντολεὺς. bbox=[1078, 529, 1296, 680]
paragraph: «Μὴ μεταίρε ὅρια αἰώνια, ἅπερ ἔθεντο οἱ πατέρες σου». (Γραφή). Ἐγκειται ἐν αὐτῇ τῶν πραγμάτων τῇ φύσει εἰ καθῆκαι διὰ νὰ τείνωσι πρὸς ἐκτάσεις καὶ ξεναμαντιας. Ἐπὶ μᾶλλον εἶναι ὑποδείγμα ἀληθὲς ὅτι ἡ προμερισμένη ὥρα τῶν πολέμων, ἐξέσον εἰς τὴν Γῆν, ἐπέδρασε ἰσχυρῶς ἐπὶ τῶν ψυχῶν διανοιῶν, ὅπως εγκαταβάλῃ καὶ ἡ ἱεροὶ πρὸς τὴν χείριστον τῶν διευθύνσεων. bbox=[22, 635, 386, 741]
theatre-item: ΤΡΙΑΝΟΝ. (Θίασος Ἀμηρᾶ). «Τὸ κεφάλι τῆς Σωφροσύνης». bbox=[821, 2015, 1060, 2043]
paper-name: ΣΚΡΙΠ bbox=[727, 6, 839, 34]
cartoon-caption: —Ὄχι. Ἐγὼ θὰ πάω εἰς τοῦ...Ψεκὸ νύμ. bbox=[635, 576, 850, 590]
cartoon-block bbox=[635, 98, 1062, 591]
article-subheading: ΠΑΡ' ΟΛΙΓΟΝ ΝΑ ΛΙΝΤΣΑΡΙΣΘΟΥΝ bbox=[1334, 1456, 1528, 1469]
article-heading: Ἑορτάζοντες κατὰ τὸ παλαιὸν ἑορτολόγιον bbox=[856, 1683, 1028, 1714]
ad-heading: ΕΙΔΙΚΗ ΚΛΙΝΙΚΗ bbox=[421, 1609, 602, 1632]
author-signature: ΙΩΑΝΝΗΣ Γ. ΑΡΝΕΛΛΟΣ bbox=[437, 729, 586, 743]
